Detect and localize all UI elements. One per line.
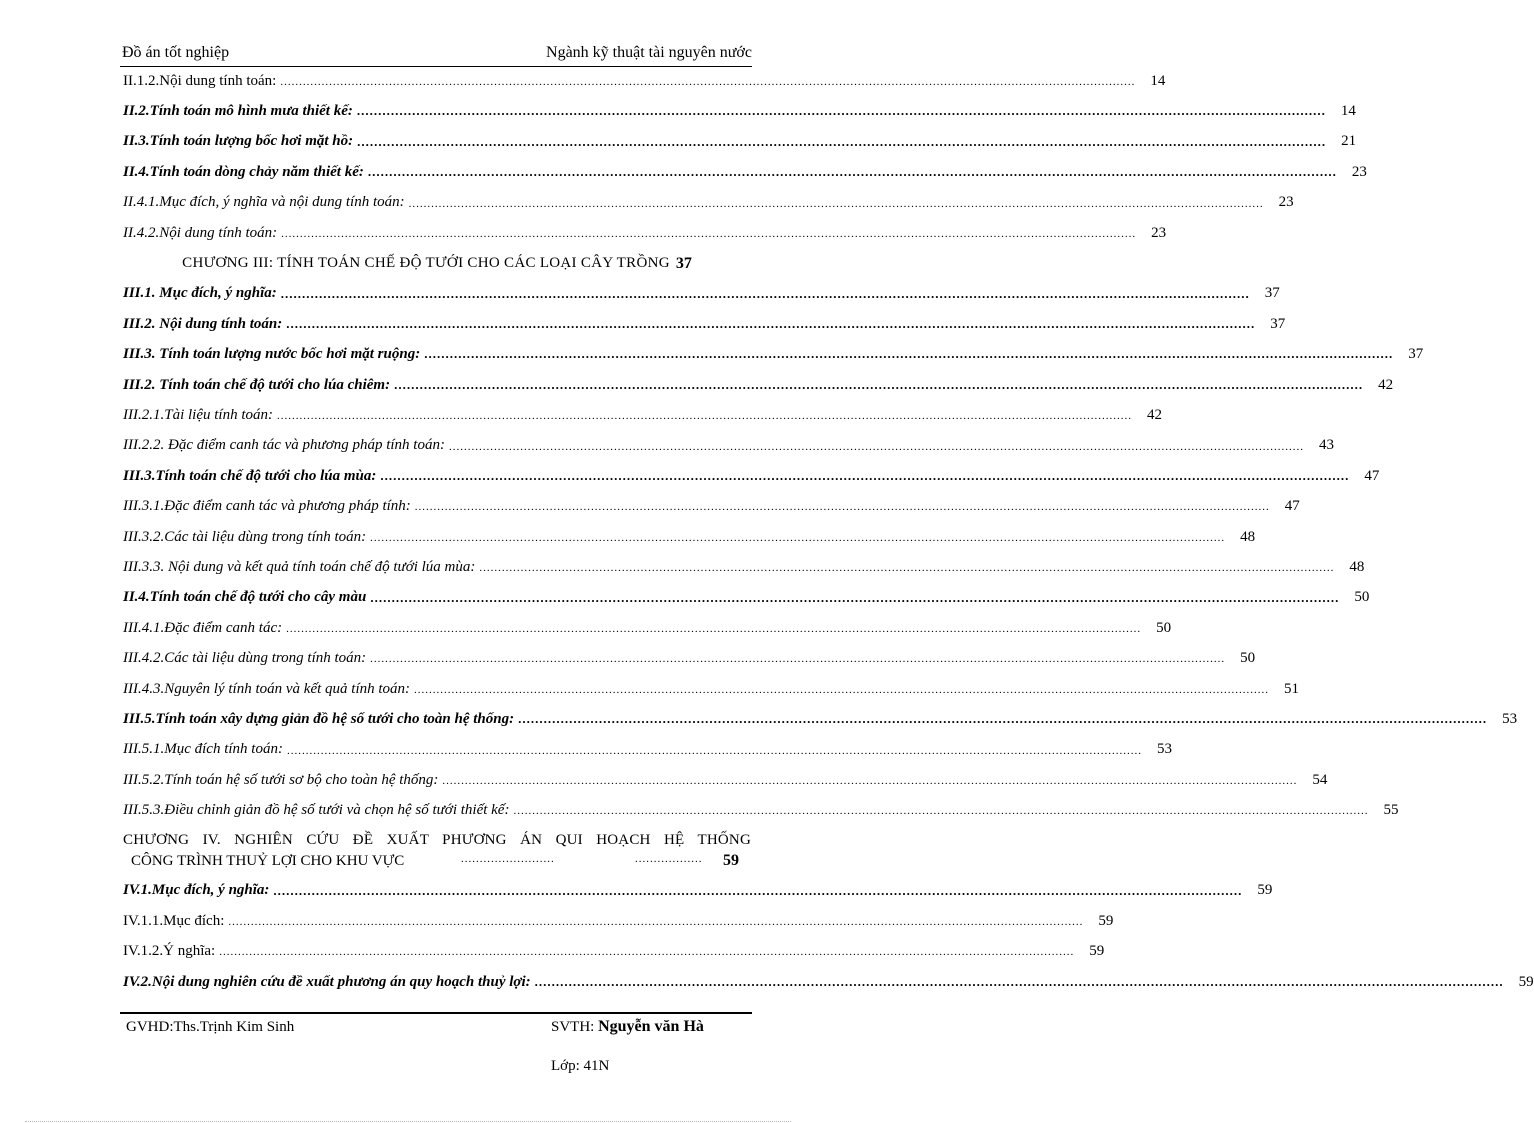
toc-section-3 bbox=[123, 279, 1518, 826]
toc-entry-title: III.2.1.Tài liệu tính toán: bbox=[123, 406, 273, 423]
toc-entry[interactable] bbox=[123, 765, 1328, 795]
toc-entry-title: IV.1.Mục đích, ý nghĩa: bbox=[123, 882, 270, 899]
toc-entry-page: 42 bbox=[1147, 406, 1162, 423]
toc-entry-page: 59 bbox=[1098, 912, 1114, 929]
toc-leader-dots bbox=[368, 164, 1337, 181]
toc-entry[interactable] bbox=[123, 876, 1273, 906]
toc-leader-dots bbox=[518, 711, 1487, 728]
toc-entry-page: 50 bbox=[1156, 619, 1172, 636]
toc-entry-page: 59 bbox=[1089, 943, 1105, 960]
footer-supervisor: GVHD:Ths.Trịnh Kim Sinh bbox=[126, 1019, 295, 1035]
toc-entry[interactable] bbox=[123, 157, 1367, 187]
toc-section-2 bbox=[123, 66, 1367, 248]
toc-leader-dots bbox=[370, 590, 1339, 607]
toc-entry-page: 37 bbox=[1264, 285, 1280, 302]
toc-leader-dots bbox=[281, 225, 1136, 242]
toc-entry[interactable] bbox=[123, 431, 1334, 461]
toc-entry-title: III.3. Tính toán lượng nước bốc hơi mặt ruộng: bbox=[123, 346, 421, 363]
toc-entry-title: IV.1.1.Mục đích: bbox=[123, 912, 225, 929]
toc-entry-page: 42 bbox=[1378, 376, 1394, 393]
toc-leader-dots bbox=[273, 883, 1242, 900]
toc-entry[interactable] bbox=[123, 735, 1172, 765]
toc-entry-title: III.2. Nội dung tính toán: bbox=[123, 315, 283, 332]
chapter-4-page: 59 bbox=[723, 851, 739, 869]
table-of-contents bbox=[123, 66, 1534, 997]
chapter-4-heading bbox=[123, 826, 751, 876]
toc-entry-title: III.3.Tính toán chế độ tưới cho lúa mùa: bbox=[123, 467, 377, 484]
toc-entry-title: III.2. Tính toán chế độ tưới cho lúa chiêm: bbox=[123, 376, 391, 393]
toc-entry-title: III.2.2. Đặc điểm canh tác và phương pháp tính toán: bbox=[123, 437, 445, 454]
toc-leader-dots bbox=[535, 974, 1504, 991]
chapter-3-title: CHƯƠNG III: TÍNH TOÁN CHẾ ĐỘ TƯỚI CHO CÁC LOẠI CÂY TRỒNG bbox=[182, 255, 670, 272]
toc-entry-page: 50 bbox=[1240, 650, 1256, 667]
toc-leader-dots bbox=[370, 529, 1225, 546]
footer-class: Lớp: 41N bbox=[551, 1058, 610, 1074]
toc-entry-page: 59 bbox=[1257, 882, 1273, 899]
toc-entry-title: II.3.Tính toán lượng bốc hơi mặt hồ: bbox=[123, 133, 354, 150]
toc-entry-title: III.1. Mục đích, ý nghĩa: bbox=[123, 285, 277, 302]
footer-rule bbox=[120, 1012, 752, 1014]
toc-leader-dots bbox=[277, 407, 1132, 424]
toc-entry-title: III.3.1.Đặc điểm canh tác và phương pháp tính: bbox=[123, 498, 411, 515]
toc-entry[interactable] bbox=[123, 309, 1286, 339]
toc-section-4 bbox=[123, 876, 1534, 998]
toc-leader-dots bbox=[479, 559, 1334, 576]
toc-entry-title: III.3.2.Các tài liệu dùng trong tính toán: bbox=[123, 528, 367, 545]
toc-entry-page: 23 bbox=[1151, 224, 1167, 241]
toc-entry-page: 37 bbox=[1270, 315, 1286, 332]
toc-entry[interactable] bbox=[123, 400, 1162, 430]
chapter-4-leader-dots: ......................... bbox=[461, 852, 555, 865]
toc-entry[interactable] bbox=[123, 218, 1167, 248]
page-header bbox=[122, 44, 752, 68]
footer-student-label: SVTH: bbox=[551, 1019, 595, 1035]
toc-entry-title: III.3.3. Nội dung và kết quả tính toán chế độ tưới lúa mùa: bbox=[123, 558, 476, 575]
toc-entry-page: 23 bbox=[1278, 194, 1294, 211]
toc-entry-title: III.5.3.Điều chỉnh giản đồ hệ số tưới và chọn hệ số tưới thiết kế: bbox=[123, 802, 510, 819]
chapter-3-page: 37 bbox=[675, 254, 692, 272]
toc-leader-dots bbox=[228, 913, 1083, 930]
chapter-4-title-line1: CHƯƠNG IV. NGHIÊN CỨU ĐỀ XUẤT PHƯƠNG ÁN QUI HOẠCH HỆ THỐNG bbox=[123, 831, 751, 848]
toc-leader-dots bbox=[424, 346, 1393, 363]
page-bottom-border bbox=[25, 1121, 791, 1122]
footer-student-name: Nguyễn văn Hà bbox=[598, 1018, 704, 1035]
toc-entry-page: 59 bbox=[1518, 973, 1534, 990]
toc-entry[interactable] bbox=[123, 340, 1424, 370]
toc-entry[interactable] bbox=[123, 66, 1166, 96]
toc-entry-page: 51 bbox=[1284, 680, 1300, 697]
toc-entry-page: 37 bbox=[1408, 346, 1424, 363]
toc-entry-title: II.4.Tính toán chế độ tưới cho cây màu bbox=[123, 589, 367, 606]
toc-entry-title: II.2.Tính toán mô hình mưa thiết kế: bbox=[123, 103, 353, 120]
toc-entry[interactable] bbox=[123, 522, 1256, 552]
toc-entry-title: II.4.2.Nội dung tính toán: bbox=[123, 224, 278, 241]
toc-entry[interactable] bbox=[123, 613, 1172, 643]
toc-leader-dots bbox=[415, 498, 1270, 515]
toc-leader-dots bbox=[394, 377, 1363, 394]
toc-leader-dots bbox=[357, 134, 1326, 151]
toc-entry[interactable] bbox=[123, 643, 1256, 673]
toc-entry[interactable] bbox=[123, 967, 1534, 997]
toc-leader-dots bbox=[370, 650, 1225, 667]
toc-entry-title: IV.2.Nội dung nghiên cứu đề xuất phương án quy hoạch thuỷ lợi: bbox=[123, 973, 531, 990]
toc-entry-title: III.4.3.Nguyên lý tính toán và kết quả tính toán: bbox=[123, 680, 411, 697]
toc-entry-page: 50 bbox=[1354, 589, 1370, 606]
toc-entry[interactable] bbox=[123, 583, 1370, 613]
toc-entry-title: IV.1.2.Ý nghĩa: bbox=[123, 943, 216, 960]
toc-leader-dots bbox=[357, 103, 1326, 120]
toc-entry-page: 53 bbox=[1502, 710, 1518, 727]
toc-entry-page: 47 bbox=[1364, 467, 1380, 484]
toc-entry[interactable] bbox=[123, 491, 1300, 521]
toc-entry[interactable] bbox=[123, 96, 1356, 126]
toc-leader-dots bbox=[380, 468, 1349, 485]
toc-entry-page: 55 bbox=[1383, 802, 1399, 819]
toc-leader-dots bbox=[449, 438, 1304, 455]
footer-student bbox=[551, 1018, 704, 1036]
toc-entry-page: 14 bbox=[1150, 72, 1166, 89]
toc-leader-dots bbox=[286, 620, 1141, 637]
toc-entry-page: 23 bbox=[1351, 163, 1367, 180]
toc-entry-page: 47 bbox=[1284, 498, 1300, 515]
toc-entry-title: II.4.1.Mục đích, ý nghĩa và nội dung tính toán: bbox=[123, 194, 405, 211]
toc-entry-page: 43 bbox=[1318, 437, 1334, 454]
toc-entry[interactable] bbox=[123, 279, 1280, 309]
toc-entry-page: 53 bbox=[1156, 741, 1172, 758]
toc-entry-page: 48 bbox=[1349, 558, 1365, 575]
toc-leader-dots bbox=[281, 286, 1250, 303]
toc-entry-title: III.4.2.Các tài liệu dùng trong tính toán: bbox=[123, 650, 367, 667]
toc-leader-dots bbox=[414, 681, 1269, 698]
toc-entry[interactable] bbox=[123, 188, 1294, 218]
toc-entry[interactable] bbox=[123, 461, 1380, 491]
toc-entry[interactable] bbox=[123, 552, 1365, 582]
toc-entry-title: III.5.1.Mục đích tính toán: bbox=[123, 741, 283, 758]
toc-leader-dots bbox=[287, 742, 1142, 759]
toc-entry[interactable] bbox=[123, 795, 1399, 825]
toc-entry[interactable] bbox=[123, 674, 1300, 704]
toc-entry-page: 21 bbox=[1341, 133, 1357, 150]
toc-entry-title: III.5.Tính toán xây dựng giản đồ hệ số tưới cho toàn hệ thống: bbox=[123, 710, 515, 727]
toc-leader-dots bbox=[219, 943, 1074, 960]
toc-entry[interactable] bbox=[123, 127, 1357, 157]
toc-entry-page: 14 bbox=[1340, 103, 1356, 120]
chapter-4-leader-dots-2: .................. bbox=[635, 852, 703, 865]
toc-leader-dots bbox=[286, 316, 1255, 333]
toc-leader-dots bbox=[513, 802, 1368, 819]
toc-entry[interactable] bbox=[123, 906, 1114, 936]
toc-leader-dots bbox=[442, 772, 1297, 789]
toc-entry-title: III.4.1.Đặc điểm canh tác: bbox=[123, 619, 283, 636]
toc-entry-title: II.1.2.Nội dung tính toán: bbox=[123, 72, 277, 89]
chapter-3-heading bbox=[123, 248, 751, 278]
toc-entry[interactable] bbox=[123, 937, 1105, 967]
chapter-4-title-line2: CÔNG TRÌNH THUỶ LỢI CHO KHU VỰC bbox=[131, 852, 405, 869]
toc-entry-title: II.4.Tính toán dòng chảy năm thiết kế: bbox=[123, 163, 364, 180]
header-right-text: Ngành kỹ thuật tài nguyên nước bbox=[546, 44, 752, 61]
toc-entry-title: III.5.2.Tính toán hệ số tưới sơ bộ cho toàn hệ thống: bbox=[123, 771, 439, 788]
toc-leader-dots bbox=[409, 195, 1264, 212]
toc-entry[interactable] bbox=[123, 370, 1394, 400]
toc-entry[interactable] bbox=[123, 704, 1518, 734]
toc-entry-page: 54 bbox=[1312, 771, 1328, 788]
toc-leader-dots bbox=[280, 73, 1135, 90]
header-left-text: Đồ án tốt nghiệp bbox=[122, 44, 230, 61]
toc-entry-page: 48 bbox=[1240, 528, 1256, 545]
